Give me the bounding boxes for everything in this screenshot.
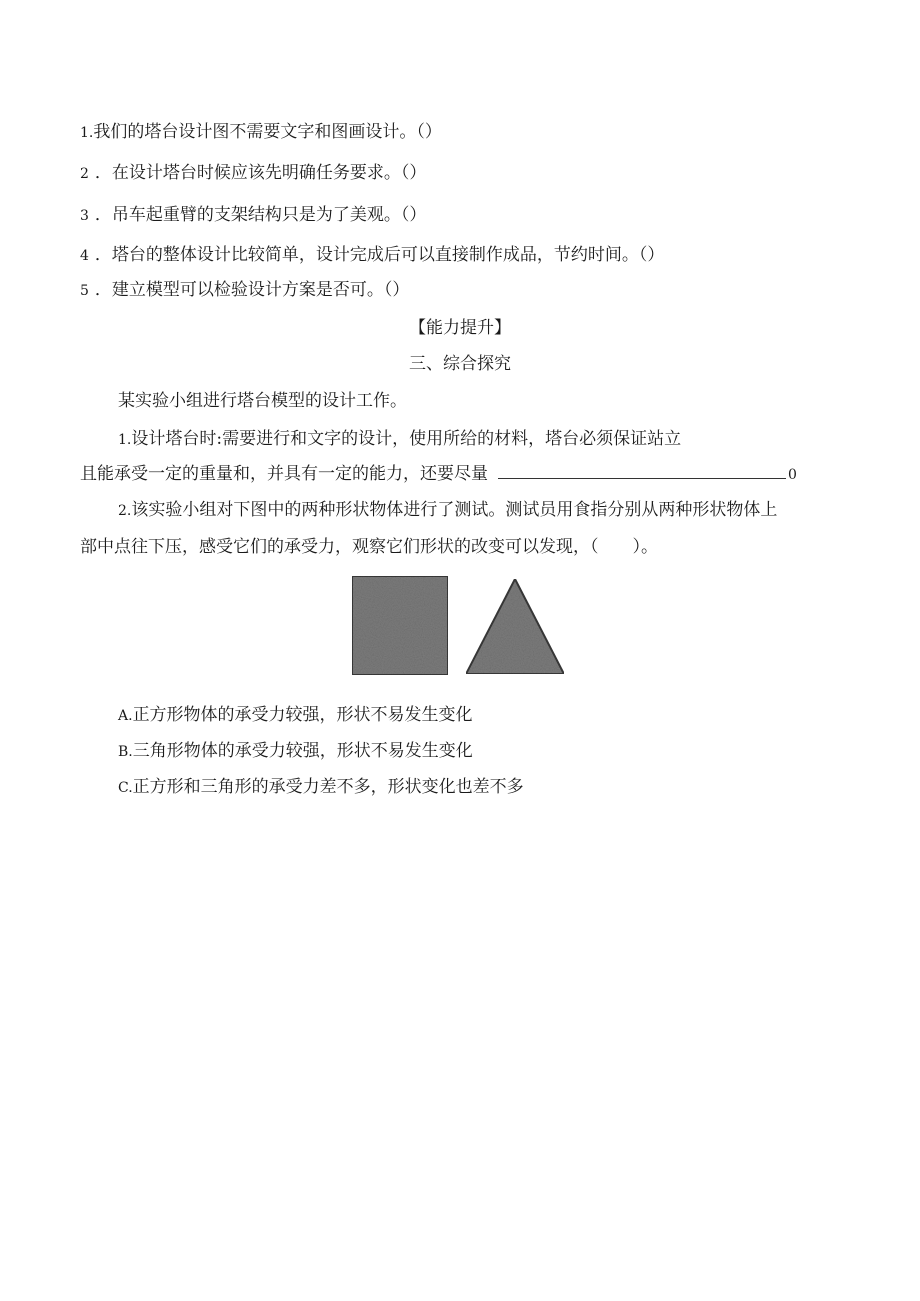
option-a-letter: A. [118,708,133,724]
item-2-number: 2. [118,503,132,519]
square-shape [352,576,448,675]
item-2-text-1: 该实验小组对下图中的两种形状物体进行了测试。测试员用食指分别从两种形状物体上 [131,500,778,520]
question-2-number: 2 [80,166,89,182]
item-2-line-2 [80,535,658,559]
question-2-text: ．在设计塔台时候应该先明确任务要求。（） [94,163,427,183]
item-2-text-2: 部中点往下压，感受它们的承受力，观察它们形状的改变可以发现，（ ）。 [80,537,658,557]
section-header: 【能力提升】 [409,318,511,338]
triangle-shape [466,579,564,674]
intro-text: 某实验小组进行塔台模型的设计工作。 [118,391,407,411]
question-5-text: ．建立模型可以检验设计方案是否可。（） [94,280,410,300]
item-1-line-2 [80,462,797,487]
item-2-line-1 [118,498,777,523]
option-a-text: 正方形物体的承受力较强，形状不易发生变化 [132,705,473,725]
question-3-number: 3 [80,208,89,224]
question-2 [80,161,426,186]
option-c-letter: C. [118,780,133,796]
option-b[interactable] [118,739,473,764]
shapes-figure [348,573,570,679]
option-b-letter: B. [118,744,133,760]
answer-blank[interactable] [498,464,786,479]
question-4 [80,243,664,268]
option-a[interactable] [118,703,473,728]
question-5-number: 5 [80,283,89,299]
question-3-text: ．吊车起重臂的支架结构只是为了美观。（） [94,205,427,225]
question-4-number: 4 [80,248,89,264]
option-c[interactable] [118,775,524,800]
question-3 [80,203,426,228]
option-c-text: 正方形和三角形的承受力差不多，形状变化也差不多 [132,777,524,797]
question-4-text: ．塔台的整体设计比较简单，设计完成后可以直接制作成品，节约时间。（） [94,245,665,265]
section-title: 三、综合探究 [409,354,511,374]
item-1-end-mark: 0 [788,467,797,483]
question-1-text: 我们的塔台设计图不需要文字和图画设计。（） [93,122,442,142]
item-1-text-1: 设计塔台时:需要进行和文字的设计，使用所给的材料，塔台必须保证站立 [131,429,682,449]
question-1 [80,120,442,145]
question-1-number: 1. [80,125,94,141]
item-1-text-2: 且能承受一定的重量和，并具有一定的能力，还要尽量 [80,464,488,484]
question-5 [80,278,409,303]
item-1-number: 1. [118,432,132,448]
item-1-line-1 [118,427,681,452]
option-b-text: 三角形物体的承受力较强，形状不易发生变化 [132,741,473,761]
